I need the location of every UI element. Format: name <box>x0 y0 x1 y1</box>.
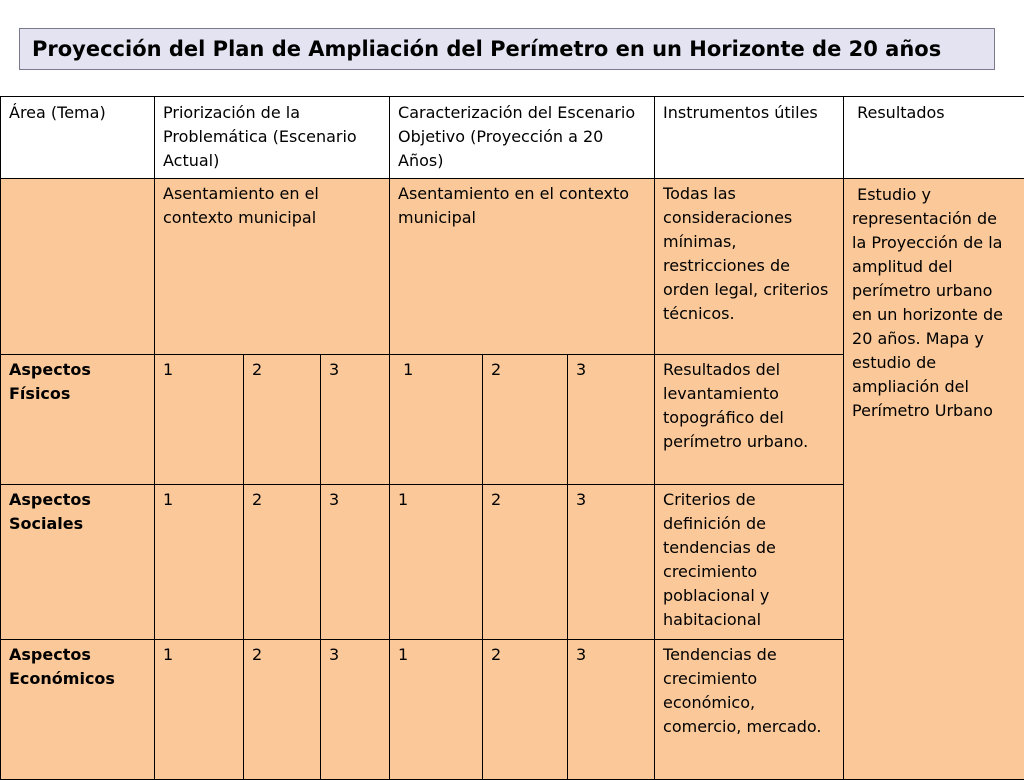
scenario-cell-1: 1 <box>390 355 483 485</box>
page-title: Proyección del Plan de Ampliación del Perímetro en un Horizonte de 20 años <box>20 37 941 61</box>
header-row <box>1 97 1024 179</box>
priority-cell-3: 3 <box>321 485 390 640</box>
priority-cell-1: 1 <box>155 640 244 780</box>
intro-instrumentos: Todas las consideraciones mínimas, restricciones de orden legal, criterios técnicos. <box>655 179 844 355</box>
scenario-cell-3: 3 <box>568 640 655 780</box>
priority-cell-2: 2 <box>244 485 321 640</box>
area-cell: Aspectos Económicos <box>1 640 155 780</box>
priority-cell-3: 3 <box>321 640 390 780</box>
header-priorizacion: Priorización de la Problemática (Escenario Actual) <box>155 97 390 179</box>
scenario-cell-2: 2 <box>483 355 568 485</box>
scenario-cell-3: 3 <box>568 485 655 640</box>
scenario-cell-2: 2 <box>483 640 568 780</box>
intro-caracterizacion: Asentamiento en el contexto municipal <box>390 179 655 355</box>
resultados-cell: Estudio y representación de la Proyección de la amplitud del perímetro urbano en un horizonte de 20 años. Mapa y estudio de ampliación del Perímetro Urbano <box>844 179 1024 780</box>
priority-cell-2: 2 <box>244 355 321 485</box>
scenario-cell-1: 1 <box>390 640 483 780</box>
header-resultados: Resultados <box>844 97 1024 179</box>
priority-cell-2: 2 <box>244 640 321 780</box>
planning-table <box>0 96 1024 780</box>
scenario-cell-1: 1 <box>390 485 483 640</box>
header-area: Área (Tema) <box>1 97 155 179</box>
priority-cell-1: 1 <box>155 485 244 640</box>
area-cell: Aspectos Sociales <box>1 485 155 640</box>
header-caracterizacion: Caracterización del Escenario Objetivo (Proyección a 20 Años) <box>390 97 655 179</box>
area-cell: Aspectos Físicos <box>1 355 155 485</box>
intro-priorizacion: Asentamiento en el contexto municipal <box>155 179 390 355</box>
header-instrumentos: Instrumentos útiles <box>655 97 844 179</box>
intro-area-cell <box>1 179 155 355</box>
instrumentos-cell: Tendencias de crecimiento económico, comercio, mercado. <box>655 640 844 780</box>
scenario-cell-3: 3 <box>568 355 655 485</box>
table-row-intro <box>1 179 1024 355</box>
priority-cell-3: 3 <box>321 355 390 485</box>
instrumentos-cell: Criterios de definición de tendencias de crecimiento poblacional y habitacional <box>655 485 844 640</box>
instrumentos-cell: Resultados del levantamiento topográfico del perímetro urbano. <box>655 355 844 485</box>
priority-cell-1: 1 <box>155 355 244 485</box>
page-title-box <box>19 28 995 70</box>
scenario-cell-2: 2 <box>483 485 568 640</box>
